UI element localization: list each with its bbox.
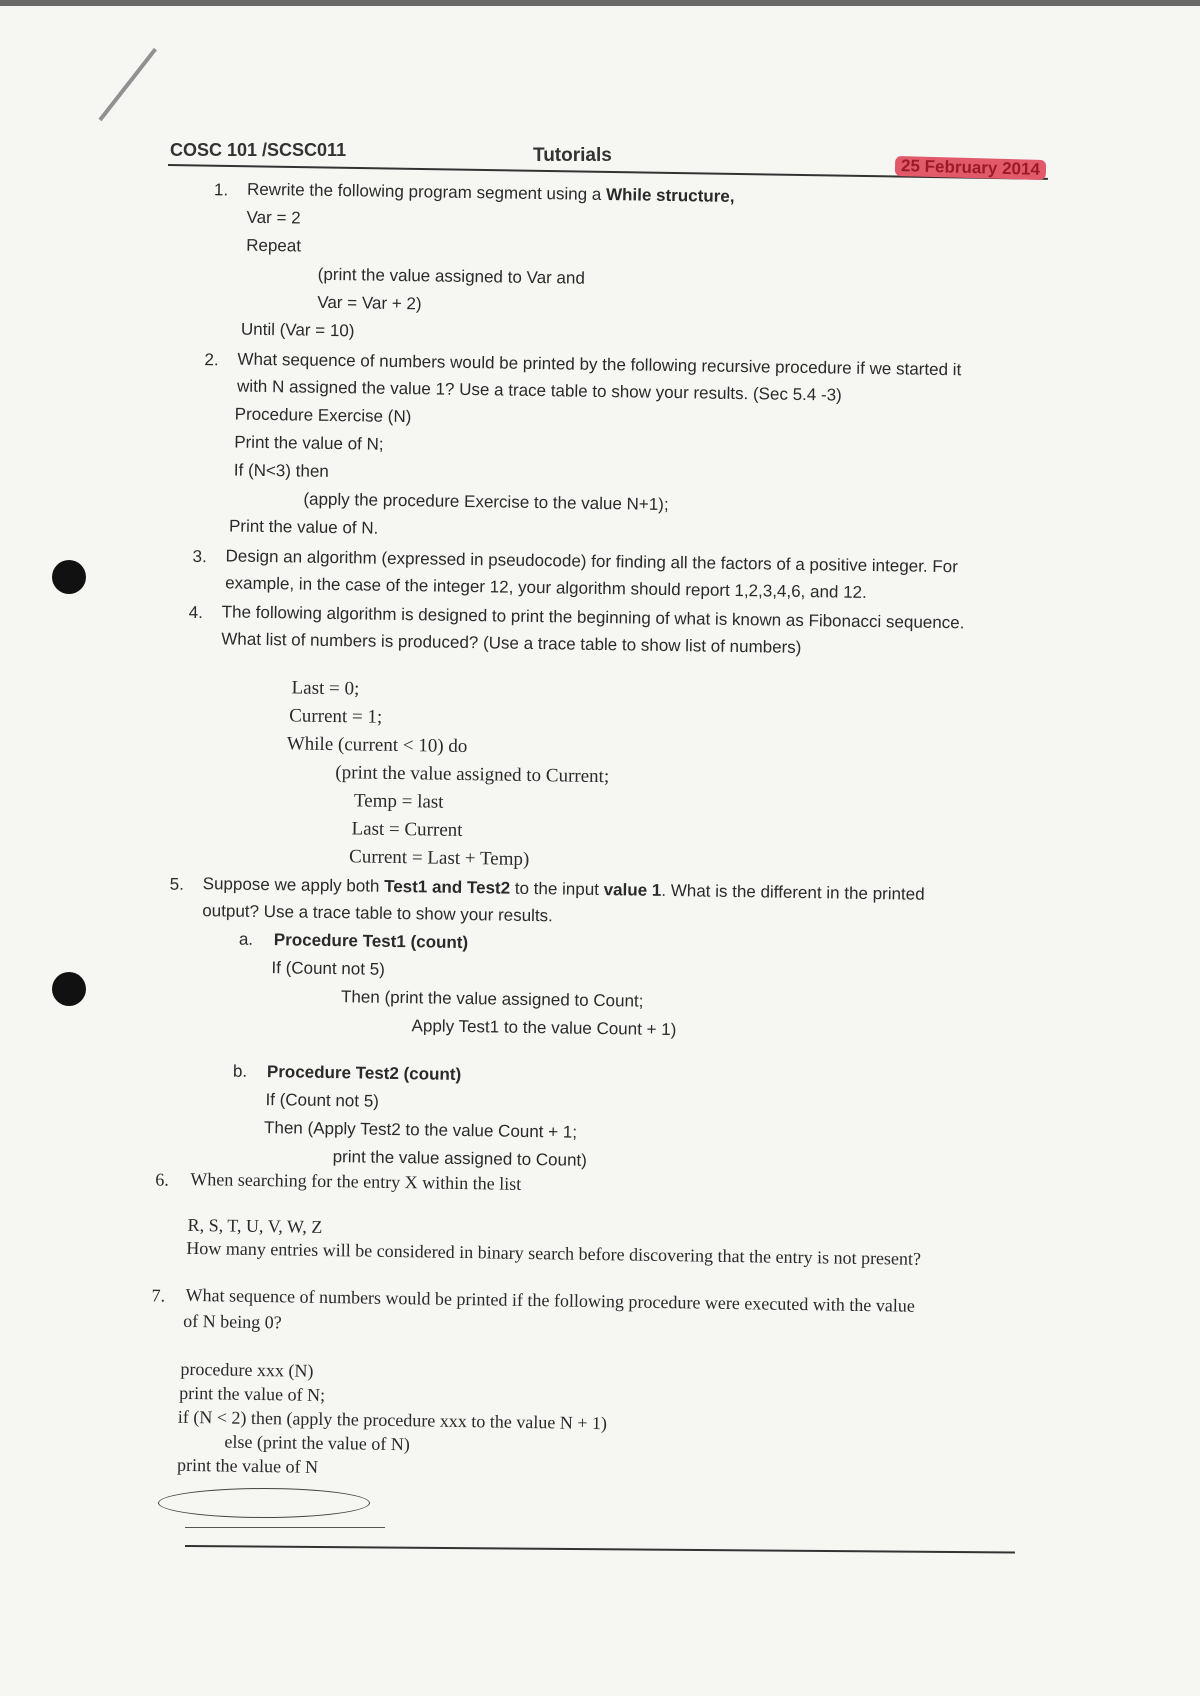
question-number: 4. [188,602,204,623]
question-5-line [203,875,925,903]
pencil-mark [98,48,157,121]
sub-label: a. [238,929,254,949]
bottom-rule [185,1545,1015,1553]
question-7-line: What sequence of numbers would be printed if the following procedure were executed with the value [185,1284,915,1316]
entry-list: R, S, T, U, V, W, Z [187,1214,323,1237]
text: Suppose we apply both [202,874,385,896]
code-line: if (N < 2) then (apply the procedure xxx to the value N + 1) [177,1406,608,1434]
text: . What is the different in the printed [661,880,925,904]
code-line: Print the value of N. [228,516,379,538]
code-line: Current = Last + Temp) [348,846,530,870]
course-code: COSC 101 /SCSC011 [170,140,347,160]
question-number: 2. [204,350,219,370]
question-4-line: What list of numbers is produced? (Use a trace table to show list of numbers) [221,629,802,657]
underline-mark [185,1527,385,1528]
question-number: 3. [192,546,207,567]
code-line: (print the value assigned to Var and [317,264,586,288]
question-6-line: How many entries will be considered in binary search before discovering that the entry is not present? [186,1237,922,1269]
code-line: Last = Current [351,818,463,841]
code-line: If (Count not 5) [265,1090,380,1111]
sub-label: b. [232,1061,248,1081]
question-number: 1. [213,180,229,200]
code-line: Until (Var = 10) [240,319,355,341]
question-number: 6. [155,1169,169,1190]
prompt-bold: While structure, [605,185,735,206]
code-line: If (N<3) then [233,460,329,481]
question-2-line: with N assigned the value 1? Use a trace table to show your results. (Sec 5.4 -3) [236,376,842,405]
question-3-line: Design an algorithm (expressed in pseudocode) for finding all the factors of a positive integer. For [225,546,958,577]
code-line: Procedure Exercise (N) [234,404,412,427]
code-line: While (current < 10) do [286,733,468,758]
code-line: (apply the procedure Exercise to the value N+1); [303,489,669,514]
bold-text: value 1 [603,880,662,900]
question-number: 7. [151,1285,166,1306]
text: to the input [509,878,604,900]
code-line: Temp = last [353,790,444,813]
code-line: Then (print the value assigned to Count; [340,987,644,1011]
question-6-line: When searching for the entry X within the list [190,1168,522,1194]
question-1-prompt [247,181,735,205]
code-line: If (Count not 5) [271,958,385,979]
code-line: Then (Apply Test2 to the value Count + 1; [263,1118,578,1142]
procedure-title: Procedure Test2 (count) [266,1062,462,1084]
prompt-text: Rewrite the following program segment using a [246,179,607,205]
code-line: print the value of N; [179,1382,326,1405]
question-7-line: of N being 0? [183,1310,282,1333]
punch-hole [52,972,86,1006]
question-number: 5. [169,874,185,894]
code-line: else (print the value of N) [224,1431,411,1455]
question-3-line: example, in the case of the integer 12, your algorithm should report 1,2,3,4,6, and 12. [225,573,867,602]
bold-text: Test1 and Test2 [384,876,511,898]
code-line: Current = 1; [289,705,383,728]
question-4-line: The following algorithm is designed to print the beginning of what is known as Fibonacci sequence. [221,602,965,633]
code-line: Var = 2 [246,207,301,228]
code-line: Var = Var + 2) [317,292,422,314]
procedure-title: Procedure Test1 (count) [273,930,469,953]
code-line: (print the value assigned to Current; [335,762,610,788]
code-line: print the value assigned to Count) [332,1147,588,1170]
scan-edge [0,0,1200,6]
question-5-line: output? Use a trace table to show your results. [202,901,553,926]
handwritten-circle [158,1488,370,1518]
code-line: Apply Test1 to the value Count + 1) [411,1016,677,1040]
code-line: Repeat [246,235,302,256]
page-title: Tutorials [533,145,612,166]
code-line: Last = 0; [291,677,360,700]
question-2-line: What sequence of numbers would be printed by the following recursive procedure if we started it [237,349,962,380]
code-line: procedure xxx (N) [180,1358,314,1381]
date-stamp: 25 February 2014 [895,156,1046,180]
code-line: Print the value of N; [234,432,384,454]
punch-hole [52,560,86,594]
code-line: print the value of N [176,1454,319,1477]
